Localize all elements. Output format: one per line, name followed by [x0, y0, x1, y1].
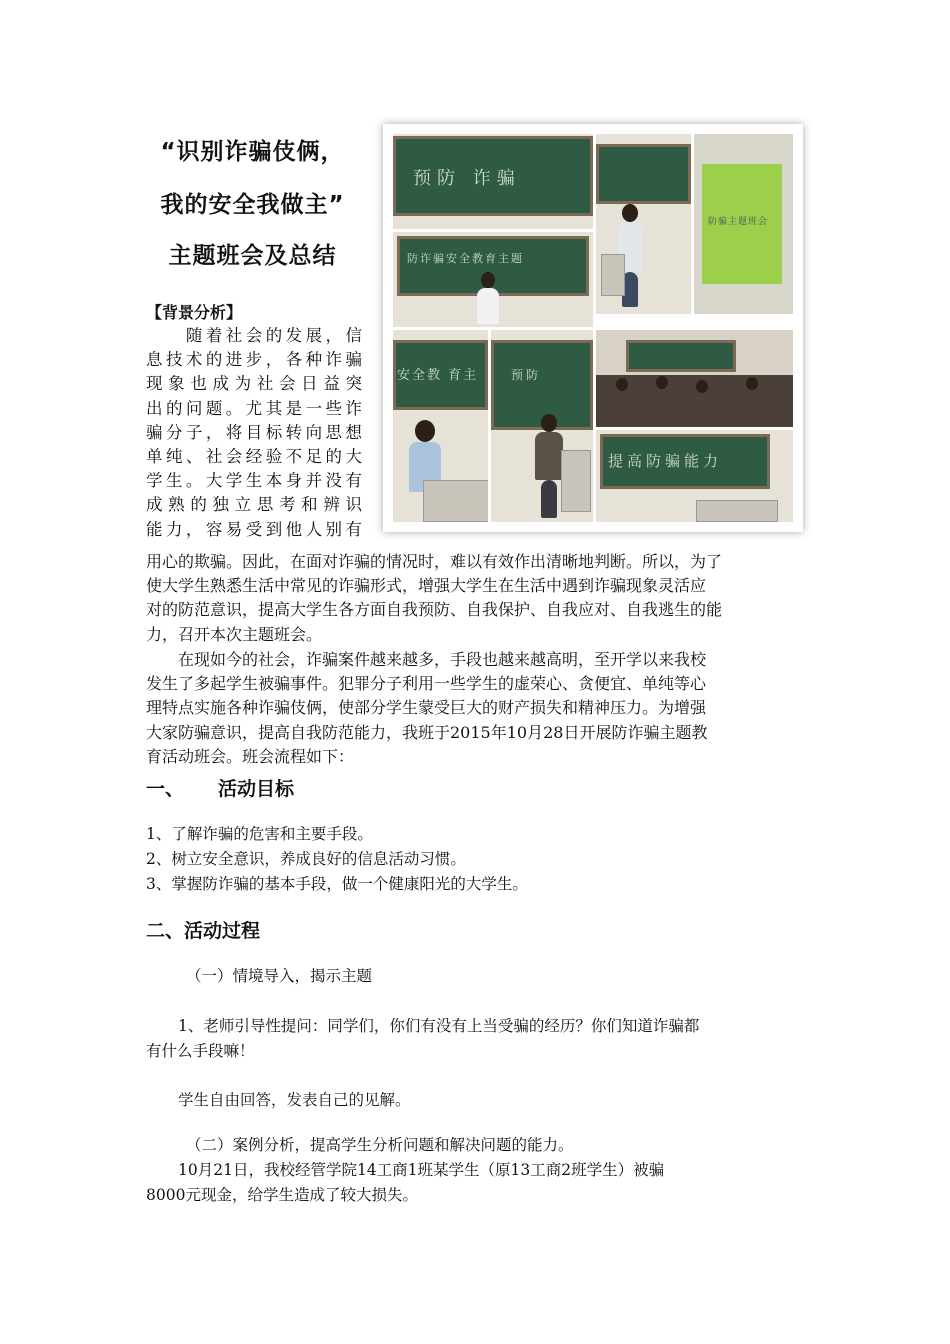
text-line: 单纯、社会经验不足的大: [146, 447, 362, 467]
chalk-text: 预防 诈骗: [413, 168, 521, 189]
screen-text: 防骗主题班会: [708, 217, 769, 227]
person-head: [541, 414, 557, 432]
photo-chalkboard-2: [393, 232, 593, 327]
chalk-text: 预防: [511, 368, 542, 382]
background-paragraph-narrow: [146, 324, 362, 542]
goal-item: 3、掌握防诈骗的基本手段，做一个健康阳光的大学生。: [146, 875, 528, 893]
text-line: 成熟的独立思考和辨识: [146, 495, 362, 515]
title-line-3: 主题班会及总结: [168, 243, 337, 269]
desk: [696, 500, 778, 522]
goal-item: 1、了解诈骗的危害和主要手段。: [146, 825, 373, 843]
photo-chalkboard-3: [596, 430, 793, 522]
person-head: [616, 378, 628, 391]
text-line: 能力，容易受到他人别有: [146, 519, 362, 539]
text-line: 育活动班会。班会流程如下：: [146, 746, 355, 766]
person-legs: [541, 480, 557, 518]
person-head: [696, 380, 708, 393]
paragraph-2: [146, 648, 808, 769]
photo-girl-speaker: [393, 330, 488, 522]
photo-collage: [383, 124, 803, 532]
text-line: 发生了多起学生被骗事件。犯罪分子利用一些学生的虚荣心、贪便宜、单纯等心: [146, 674, 707, 694]
podium: [601, 254, 625, 296]
text-line: 出的问题。尤其是一些诈: [146, 398, 362, 418]
step-2-title: （二）案例分析，提高学生分析问题和解决问题的能力。: [186, 1136, 574, 1154]
person-body: [535, 432, 563, 480]
text-line: 现象也成为社会日益突: [146, 374, 362, 394]
person-head: [415, 420, 435, 442]
step-1-answer: 学生自由回答，发表自己的见解。: [178, 1091, 411, 1109]
chalk-text: 提高防骗能力: [608, 452, 723, 470]
text-line: 随着社会的发展，信: [146, 326, 362, 345]
podium: [561, 450, 591, 512]
text-line: 骗分子，将目标转向思想: [146, 422, 362, 442]
text-line: 对的防范意识，提高大学生各方面自我预防、自我保护、自我应对、自我逃生的能: [146, 600, 723, 620]
section-2-heading: 二、活动过程: [146, 920, 261, 942]
title-line-1: “识别诈骗伎俩，: [160, 139, 345, 165]
background-heading: 【背景分析】: [146, 303, 243, 322]
section-1-heading: [146, 774, 294, 801]
background-paragraph-full: [146, 550, 808, 647]
case-line-1: 10月21日，我校经管学院14工商1班某学生（原13工商2班学生）被骗: [178, 1161, 665, 1179]
text-line: 息技术的进步，各种诈骗: [146, 350, 362, 370]
desk: [423, 480, 488, 522]
person-head: [746, 377, 758, 390]
text-line: 理特点实施各种诈骗伎俩，使部分学生蒙受巨大的财产损失和精神压力。为增强: [146, 698, 707, 718]
step-1-question-line-2: 有什么手段嘛！: [146, 1042, 255, 1060]
chalkboard: [626, 340, 736, 372]
person-head: [481, 272, 495, 288]
chalk-text: 安全教 育主: [397, 368, 479, 383]
step-1-title: （一）情境导入，揭示主题: [186, 967, 373, 985]
text-line: 用心的欺骗。因此，在面对诈骗的情况时，难以有效作出清晰地判断。所以，为了: [146, 552, 723, 571]
chalkboard: [596, 144, 691, 204]
person-head: [622, 204, 638, 222]
photo-boy-speaker: [491, 330, 593, 522]
person-head: [656, 376, 668, 389]
text-line: 大家防骗意识，提高自我防范能力，我班于2015年10月28日开展防诈骗主题教: [146, 722, 708, 742]
goal-item: 2、树立安全意识，养成良好的信息活动习惯。: [146, 850, 466, 868]
photo-speaker-girl: [596, 134, 691, 314]
chalk-text: 防诈骗安全教育主题: [407, 252, 524, 265]
person-body: [477, 288, 499, 324]
chalkboard: [397, 236, 589, 296]
text-line: 学生。大学生本身并没有: [146, 471, 362, 491]
title-line-2: 我的安全我做主”: [160, 192, 345, 218]
text-line: 在现如今的社会，诈骗案件越来越多，手段也越来越高明，至开学以来我校: [146, 650, 707, 669]
photo-projector: [694, 134, 793, 314]
section-1-number: 一、: [146, 778, 185, 800]
text-line: 力，召开本次主题班会。: [146, 624, 323, 644]
case-line-2: 8000元现金，给学生造成了较大损失。: [146, 1186, 418, 1204]
section-1-title: 活动目标: [218, 778, 295, 800]
photo-chalkboard-1: [393, 134, 593, 229]
text-line: 使大学生熟悉生活中常见的诈骗形式，增强大学生在生活中遇到诈骗现象灵活应: [146, 576, 707, 596]
step-1-question-line-1: 1、老师引导性提问：同学们，你们有没有上当受骗的经历？你们知道诈骗都: [178, 1017, 700, 1035]
photo-classroom: [596, 330, 793, 427]
